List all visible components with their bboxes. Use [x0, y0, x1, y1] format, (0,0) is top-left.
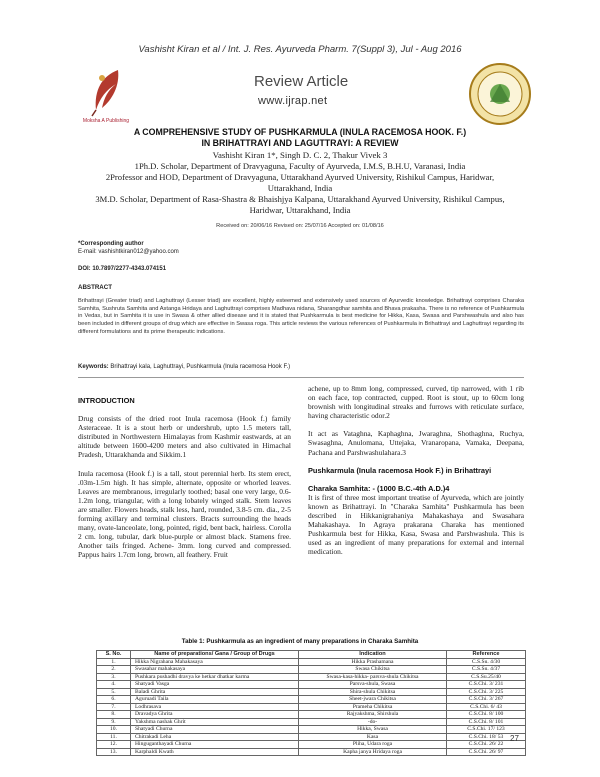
- cell-reference: C.S.Chi. 17/ 123: [447, 726, 526, 734]
- journal-citation-header: Vashisht Kiran et al / Int. J. Res. Ayurveda Pharm. 7(Suppl 3), Jul - Aug 2016: [138, 44, 462, 55]
- received-dates: Received on: 20/06/16 Revised on: 25/07/16 Accepted on: 01/08/16: [216, 223, 384, 229]
- intro-paragraph-2: Inula racemosa (Hook f.) is a tall, stout perennial herb. Its stem erect, .03m-1.5m high. It has simple, alternate, opposite or whorled leaves. Leaves are membranous, irregularly toothed; basal one very large, 0.6-1.2m long, triangular, with a long lobately winged stalk. Stem leaves are smaller. Flowers heads, stalk less, hard, rounded, 3.8-5 cm. dia., 2-5 forming axillary and terminal clusters. Bracts surrounding the heads many, ovate-lanceolate, long, pointed, rigid, bent back, hairless. Corolla 2 cm. long, tubular, dark blue-purple or almost black. Stamens free. Another tails fringed. Achene- 3mm. long curved and compressed. Pappus hairs 1.7cm long, brown, all feathery. Fruit: [78, 468, 291, 560]
- abstract-heading: ABSTRACT: [78, 284, 113, 291]
- cell-indication: Hikka Prashamana: [299, 658, 447, 666]
- corresponding-author-email[interactable]: E-mail: vashishtkiran012@yahoo.com: [78, 249, 179, 255]
- brihattrayi-heading: Pushkarmula (Inula racemosa Hook F.) in Brihattrayi: [308, 465, 492, 475]
- cell-indication: Swasa-kasa-hikka- parsva-shula Chikitsa: [299, 673, 447, 681]
- cell-reference: C.S.Chi. 3/ 267: [447, 696, 526, 704]
- cell-reference: C.S.Chi. 26/ 22: [447, 741, 526, 749]
- journal-logo-caption: Moksha A Publishing: [82, 118, 130, 124]
- section-divider: [78, 377, 524, 378]
- cell-reference: C.S.Chi. 8/ 101: [447, 718, 526, 726]
- cell-indication: Kapha janya Hridaya roga: [299, 748, 447, 756]
- preparations-table: [96, 650, 526, 756]
- cell-sno: 3.: [97, 673, 131, 681]
- header-sno: S. No.: [97, 651, 131, 659]
- author-list: Vashisht Kiran 1*, Singh D. C. 2, Thakur Vivek 3: [212, 150, 388, 160]
- table-row: [97, 718, 526, 726]
- keywords: [78, 364, 290, 370]
- header-indication: Indication: [299, 651, 447, 659]
- cell-indication: Prameha Chikitsa: [299, 703, 447, 711]
- right-paragraph-1: achene, up to 8mm long, compressed, curved, tip narrowed, with 1 rib on each face, top contracted, cupped. Root is stout, up to 60cm long brownish with longitudinal streaks and furrows with reticulate surface, having characteristic odor.2: [308, 384, 524, 421]
- table-row: [97, 681, 526, 689]
- article-title: [60, 127, 540, 149]
- cell-sno: 4.: [97, 681, 131, 689]
- cell-sno: 12.: [97, 741, 131, 749]
- cell-indication: Swasa Chikitsa: [299, 666, 447, 674]
- cell-sno: 11.: [97, 733, 131, 741]
- cell-reference: C.S.Su.25/40: [447, 673, 526, 681]
- cell-preparation: Baladi Ghrita: [131, 688, 299, 696]
- charaka-heading: Charaka Samhita: - (1000 B.C.-4th A.D.)4: [308, 483, 450, 493]
- cell-reference: C.S.Chi. 3/ 225: [447, 688, 526, 696]
- cell-preparation: Pushkara pushadhi dravya ke hetkar dhatkar karma: [131, 673, 299, 681]
- cell-indication: Shira-shula Chikitsa: [299, 688, 447, 696]
- table-row: [97, 733, 526, 741]
- left-column: [78, 396, 291, 569]
- cell-preparation: Hinguganthayadi Churna: [131, 741, 299, 749]
- cell-reference: C.S.Chi. 6/ 43: [447, 703, 526, 711]
- cell-indication: Hikka, Swasa: [299, 726, 447, 734]
- cell-preparation: Swasahar mahakasaya: [131, 666, 299, 674]
- corresponding-author-label: *Corresponding author: [78, 241, 144, 247]
- header-preparation: Name of preparations/ Gana / Group of Drugs: [131, 651, 299, 659]
- cell-reference: C.S.Su. 4/37: [447, 666, 526, 674]
- cell-sno: 6.: [97, 696, 131, 704]
- table-row: [97, 703, 526, 711]
- article-title-line-2: IN BRIHATTRAYI AND LAGUTTRAYI: A REVIEW: [201, 138, 399, 148]
- cell-reference: C.S.Su. 4/30: [447, 658, 526, 666]
- cell-sno: 9.: [97, 718, 131, 726]
- table-row: [97, 741, 526, 749]
- affiliation-1: 1Ph.D. Scholar, Department of Dravyaguna, Faculty of Ayurveda, I.M.S, B.H.U, Varanasi, India: [134, 161, 466, 171]
- cell-indication: -do-: [299, 718, 447, 726]
- table-caption: Table 1: Pushkarmula as an ingredient of many preparations in Charaka Samhita: [181, 638, 419, 645]
- table-row: [97, 666, 526, 674]
- cell-indication: Parsva-shula, Swasa: [299, 681, 447, 689]
- cell-preparation: Aguruadi Taila: [131, 696, 299, 704]
- cell-preparation: Dravadya Ghrita: [131, 711, 299, 719]
- cell-preparation: Chitrakadi Leha: [131, 733, 299, 741]
- right-column: [308, 384, 524, 566]
- table-row: [97, 673, 526, 681]
- abstract-text: Brihattrayi (Greater triad) and Laghuttrayi (Lesser triad) are excellent, highly esteemed and extensively used sources of Ayurvedic knowledge. Brihattrayi comprises Charaka Samhita, Sushruta Samhita and Astanga Hridaya and Laghuttrayi comprises Madhava nidana, Sharangdhar samhita and Bhava prakasha. There is no reference of Pushkarmula in Vedas, but in Samhita it is use in Swasa & other allied disease and it is stated that Pushkarmula is best medicine for Hikka, Kasa, Swasa and Parshwashula and also has been included in different groups of drug which are effective in Swasa roga. This article reviews the various references of Pushkarmula in Brihattrayi and Laghuttrayi regarding its different formulations and its prime therapeutic indications.: [78, 298, 524, 335]
- article-title-line-1: A COMPREHENSIVE STUDY OF PUSHKARMULA (INULA RACEMOSA HOOK. F.): [133, 127, 467, 137]
- cell-indication: Kasa: [299, 733, 447, 741]
- cell-preparation: Yakshma nashak Ghrit: [131, 718, 299, 726]
- table-row: [97, 696, 526, 704]
- right-paragraph-2: It act as Vataghna, Kaphaghna, Jwaraghna, Shothaghna, Ruchya, Swasaghna, Anulomana, Uttejaka, Vranaropana, Vamaka, Deepana, Pachana and Parshwashulahara.3: [308, 429, 524, 457]
- keywords-text: Brihattrayi kala, Laghuttrayi, Pushkarmula (Inula racemosa Hook F.): [110, 364, 291, 370]
- cell-preparation: Hikka Nigrahana Mahakasaya: [131, 658, 299, 666]
- cell-reference: C.S.Chi. 26/ 97: [447, 748, 526, 756]
- table-row: [97, 688, 526, 696]
- cell-indication: Pliha, Udara roga: [299, 741, 447, 749]
- cell-preparation: Lodhrasava: [131, 703, 299, 711]
- cell-sno: 7.: [97, 703, 131, 711]
- keywords-label: Keywords:: [78, 364, 109, 370]
- table-row: [97, 711, 526, 719]
- table-row: [97, 658, 526, 666]
- journal-feather-logo: [82, 66, 130, 118]
- cell-indication: Sheet-jwara Chikitsa: [299, 696, 447, 704]
- cell-preparation: Karphaldi Kwath: [131, 748, 299, 756]
- article-type: Review Article: [254, 73, 349, 90]
- journal-website-link[interactable]: www.ijrap.net: [258, 95, 328, 107]
- page-number: 27: [510, 734, 519, 743]
- cell-reference: C.S.Chi. 8/ 100: [447, 711, 526, 719]
- cell-sno: 10.: [97, 726, 131, 734]
- cell-preparation: Shatyadi Vasga: [131, 681, 299, 689]
- cell-sno: 13.: [97, 748, 131, 756]
- cell-sno: 8.: [97, 711, 131, 719]
- cell-sno: 5.: [97, 688, 131, 696]
- table-row: [97, 726, 526, 734]
- cell-preparation: Shatyadi Churna: [131, 726, 299, 734]
- right-paragraph-3: It is first of three most important treatise of Ayurveda, which are jointly known as Brihattrayi. In "Charaka Samhita" Pushkarmula has been described in Hikkanigrahaniya Mahakashaya and Swasahara Mahakashaya. In Agraya prakarana Charaka has mentioned Pushkarmula best for Hikka, Kasa, Swasa and Parshwashula. This is used as an ingredient of many preparations for external and internal medication.: [308, 492, 524, 557]
- cell-reference: C.S.Chi. 3/ 231: [447, 681, 526, 689]
- table-row: [97, 748, 526, 756]
- introduction-heading: INTRODUCTION: [78, 396, 135, 405]
- header-reference: Reference: [447, 651, 526, 659]
- cell-sno: 1.: [97, 658, 131, 666]
- intro-paragraph-1: Drug consists of the dried root Inula racemosa (Hook f.) family Asteraceae. It is a stout herb or undershrub, upto 1.5 meters tall, distributed in Northwestern Himalayas from Kashmir eastwards, at an altitude between 1600-4200 meters and also cultivated in Himachal Pradesh, Uttarakhanda and Sikkim.1: [78, 414, 291, 460]
- cell-reference: C.S.Chi. 18/ 53: [447, 733, 526, 741]
- table-body: [97, 658, 526, 756]
- affiliation-3: 3M.D. Scholar, Department of Rasa-Shastra & Bhaishjya Kalpana, Uttarakhand Ayurved University, Rishikul Campus, Haridwar, Uttarakhand, India: [95, 194, 505, 215]
- affiliation-2: 2Professor and HOD, Department of Dravyaguna, Uttarakhand Ayurved University, Rishikul Campus, Haridwar, Uttarakhand, India: [105, 172, 495, 193]
- table-header-row: [97, 651, 526, 659]
- doi[interactable]: DOI: 10.7897/2277-4343.074151: [78, 266, 167, 272]
- journal-seal-icon: [468, 62, 532, 126]
- cell-indication: Rajyakshma, Shirshula: [299, 711, 447, 719]
- cell-sno: 2.: [97, 666, 131, 674]
